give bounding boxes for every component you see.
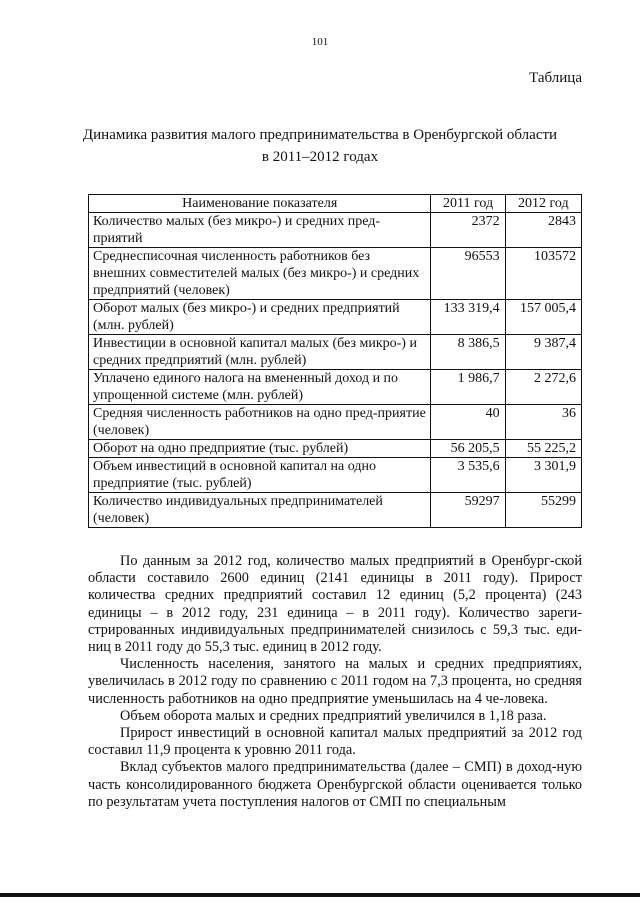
table-row [89,213,582,248]
table-label: Таблица [529,70,582,86]
row-name: Инвестиции в основной капитал малых (без микро-) и средних предприятий (млн. рублей) [89,335,431,370]
title-line-1: Динамика развития малого предпринимательства в Оренбургской области [82,127,558,143]
value-2011: 56 205,5 [431,440,505,458]
stats-table [88,194,582,528]
title-line-2: в 2011–2012 годах [261,149,379,165]
header-indicator: Наименование показателя [89,195,431,213]
body-text [88,553,582,811]
value-2011: 2372 [431,213,505,248]
value-2012: 2 272,6 [505,370,581,405]
row-name: Среднесписочная численность работников без внешних совместителей малых (без микро-) и средних предприятий (человек) [89,248,431,300]
paragraph: Численность населения, занятого на малых и средних предприятиях, увеличилась в 2012 году по сравнению с 2011 годом на 7,3 процента, но средняя численность работников на одно предприятие уменьшилась на 4 че-ловека. [88,656,582,707]
value-2011: 96553 [431,248,505,300]
value-2011: 133 319,4 [431,300,505,335]
paragraph: Прирост инвестиций в основной капитал малых предприятий за 2012 год составил 11,9 процента к уровню 2011 года. [88,725,582,759]
value-2012: 3 301,9 [505,458,581,493]
paragraph: По данным за 2012 год, количество малых предприятий в Оренбург-ской области составило 2600 единиц (2141 единицы в 2011 году). Прирост количества средних предприятий составил 12 единиц (5,2 процента) (243 единицы – в 2012 году, 231 единица – в 2011 году). Количество зареги-стрированных индивидуальных предпринимателей снизилось с 59,3 тыс. еди-ниц в 2011 году до 55,3 тыс. единиц в 2012 году. [88,553,582,656]
table-row [89,248,582,300]
table-header-row [89,195,582,213]
value-2011: 1 986,7 [431,370,505,405]
bottom-scan-border [0,893,640,897]
row-name: Уплачено единого налога на вмененный доход и по упрощенной системе (млн. рублей) [89,370,431,405]
value-2012: 103572 [505,248,581,300]
value-2011: 3 535,6 [431,458,505,493]
page-number: 101 [311,36,329,48]
row-name: Оборот малых (без микро-) и средних предприятий (млн. рублей) [89,300,431,335]
value-2011: 59297 [431,493,505,528]
table-row [89,405,582,440]
header-2011: 2011 год [431,195,505,213]
table-row [89,300,582,335]
table-row [89,335,582,370]
table-row [89,370,582,405]
value-2012: 9 387,4 [505,335,581,370]
value-2012: 2843 [505,213,581,248]
table-title [60,124,580,168]
row-name: Средняя численность работников на одно пред-приятие (человек) [89,405,431,440]
value-2011: 40 [431,405,505,440]
header-2012: 2012 год [505,195,581,213]
paragraph: Объем оборота малых и средних предприятий увеличился в 1,18 раза. [120,707,547,724]
value-2012: 36 [505,405,581,440]
row-name: Объем инвестиций в основной капитал на одно предприятие (тыс. рублей) [89,458,431,493]
table-row [89,493,582,528]
value-2012: 55299 [505,493,581,528]
value-2012: 55 225,2 [505,440,581,458]
value-2012: 157 005,4 [505,300,581,335]
row-name: Оборот на одно предприятие (тыс. рублей) [89,440,431,458]
row-name: Количество малых (без микро-) и средних пред-приятий [89,213,431,248]
row-name: Количество индивидуальных предпринимателей (человек) [89,493,431,528]
table-row [89,458,582,493]
table-row [89,440,582,458]
value-2011: 8 386,5 [431,335,505,370]
paragraph: Вклад субъектов малого предпринимательства (далее – СМП) в доход-ную часть консолидированного бюджета Оренбургской области оценивается только по результатам учета поступления налогов от СМП по специальным [88,759,582,810]
